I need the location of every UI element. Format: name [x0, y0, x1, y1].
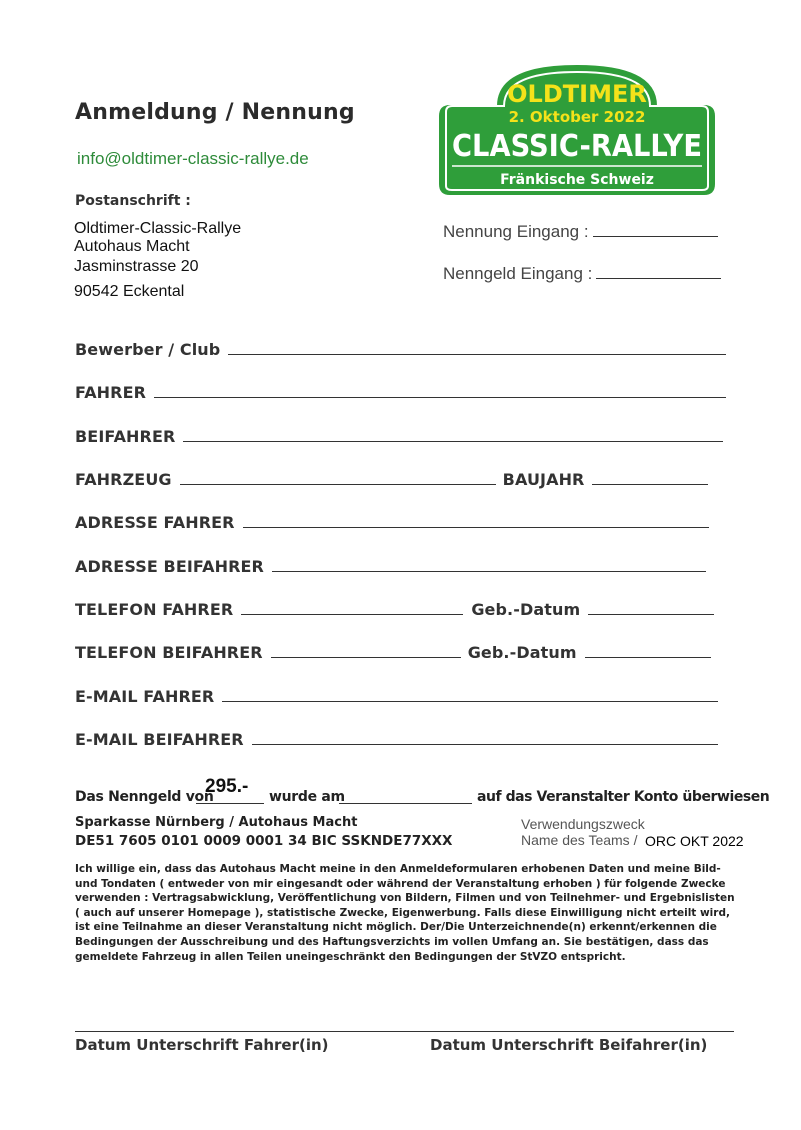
vehicle-label: FAHRZEUG — [75, 470, 172, 489]
applicant-label: Bewerber / Club — [75, 340, 221, 359]
codriver-label: BEIFAHRER — [75, 427, 176, 446]
consent-text: Ich willige ein, dass das Autohaus Macht meine in den Anmeldeformularen erhobenen Daten und meine Bild- und Tondaten ( entweder von mir eingesandt oder während der Veranstaltung erhoben ) für folgende Zwecke verwenden : Vertragsabwicklung, Veröffentlichung von Bildern, Filmen und von Teilnehmer- und Ergebnislisten ( auch auf unserer Homepage ), statistische Zwecke, Eigenwerbung. Falls diese Einwilligung nicht erteilt wird, ist eine Teilnahme an dieser Veranstaltung nicht möglich. Der/Die Unterzeichnende(n) erkennt/erkennen die Bedingungen der Ausschreibung und des Haftungsverzichts im vollen Umfang an. Sie bestätigen, dass das gemeldete Fahrzeug in allen Teilen uneingeschränkt den Bedingungen der StVZO entspricht. — [75, 863, 735, 963]
fee-amount[interactable]: 295.- — [205, 776, 249, 797]
applicant-field[interactable] — [228, 341, 726, 355]
logo-region: Fränkische Schweiz — [500, 172, 654, 188]
bank-account: DE51 7605 0101 0009 0001 34 BIC SSKNDE77XXX — [75, 833, 453, 849]
vehicle-field[interactable] — [180, 471, 496, 485]
entry-received-label: Nennung Eingang : — [443, 222, 589, 241]
form-row-driver-phone — [75, 595, 714, 619]
codriver-address-field[interactable] — [272, 558, 706, 572]
bank-name: Sparkasse Nürnberg / Autohaus Macht — [75, 815, 358, 830]
driver-email-label: E-MAIL FAHRER — [75, 687, 215, 706]
driver-signature-label: Datum Unterschrift Fahrer(in) — [75, 1036, 329, 1054]
codriver-signature-label: Datum Unterschrift Beifahrer(in) — [430, 1036, 708, 1054]
form-row-codriver — [75, 422, 723, 446]
driver-dob-label: Geb.-Datum — [471, 600, 581, 619]
signature-line[interactable] — [75, 1031, 734, 1032]
postal-address-line: Jasminstrasse 20 — [74, 258, 199, 275]
logo-top-text: OLDTIMER — [507, 80, 647, 108]
fee-received-label: Nenngeld Eingang : — [443, 264, 593, 283]
logo-main-text: CLASSIC-RALLYE — [452, 129, 702, 164]
fee-received-line[interactable] — [596, 265, 721, 279]
codriver-phone-label: TELEFON BEIFAHRER — [75, 643, 263, 662]
postal-address-label: Postanschrift : — [75, 193, 191, 209]
codriver-dob-field[interactable] — [585, 644, 711, 658]
fee-amount-line — [196, 803, 264, 804]
driver-phone-label: TELEFON FAHRER — [75, 600, 234, 619]
contact-email[interactable]: info@oldtimer-classic-rallye.de — [77, 149, 309, 168]
transfer-date-field[interactable] — [339, 803, 472, 804]
driver-phone-field[interactable] — [241, 601, 463, 615]
rally-logo — [438, 62, 716, 196]
fee-received-field — [443, 264, 721, 284]
purpose-label: Verwendungszweck — [521, 816, 645, 832]
driver-address-label: ADRESSE FAHRER — [75, 513, 235, 532]
form-row-codriver-phone — [75, 638, 711, 662]
entry-received-line[interactable] — [593, 223, 718, 237]
postal-address-line: Autohaus Macht — [74, 238, 190, 255]
codriver-address-label: ADRESSE BEIFAHRER — [75, 557, 264, 576]
fee-middle: wurde am — [269, 789, 345, 805]
codriver-dob-label: Geb.-Datum — [467, 643, 577, 662]
codriver-email-label: E-MAIL BEIFAHRER — [75, 730, 244, 749]
fee-suffix: auf das Veranstalter Konto überwiesen — [477, 789, 770, 805]
driver-field[interactable] — [154, 384, 726, 398]
codriver-field[interactable] — [183, 428, 723, 442]
form-row-driver-address — [75, 508, 709, 532]
team-name-label: Name des Teams / — [521, 832, 638, 848]
form-row-codriver-email — [75, 725, 718, 749]
driver-dob-field[interactable] — [588, 601, 714, 615]
driver-address-field[interactable] — [243, 514, 709, 528]
fee-prefix: Das Nenngeld von — [75, 789, 214, 805]
entry-received-field — [443, 222, 718, 242]
driver-label: FAHRER — [75, 383, 147, 402]
page-title: Anmeldung / Nennung — [75, 100, 355, 125]
rally-logo-graphic — [438, 62, 716, 196]
year-label: BAUJAHR — [502, 470, 585, 489]
form-row-vehicle — [75, 465, 708, 489]
form-row-driver-email — [75, 682, 718, 706]
codriver-email-field[interactable] — [252, 731, 718, 745]
driver-email-field[interactable] — [222, 688, 718, 702]
form-row-applicant — [75, 335, 726, 359]
postal-address-line: Oldtimer-Classic-Rallye — [74, 220, 242, 237]
postal-address-line: 90542 Eckental — [74, 283, 185, 300]
form-row-driver — [75, 378, 726, 402]
form-row-codriver-address — [75, 552, 706, 576]
year-field[interactable] — [592, 471, 708, 485]
team-name-value[interactable]: ORC OKT 2022 — [645, 833, 744, 849]
codriver-phone-field[interactable] — [271, 644, 461, 658]
logo-date: 2. Oktober 2022 — [508, 108, 646, 126]
